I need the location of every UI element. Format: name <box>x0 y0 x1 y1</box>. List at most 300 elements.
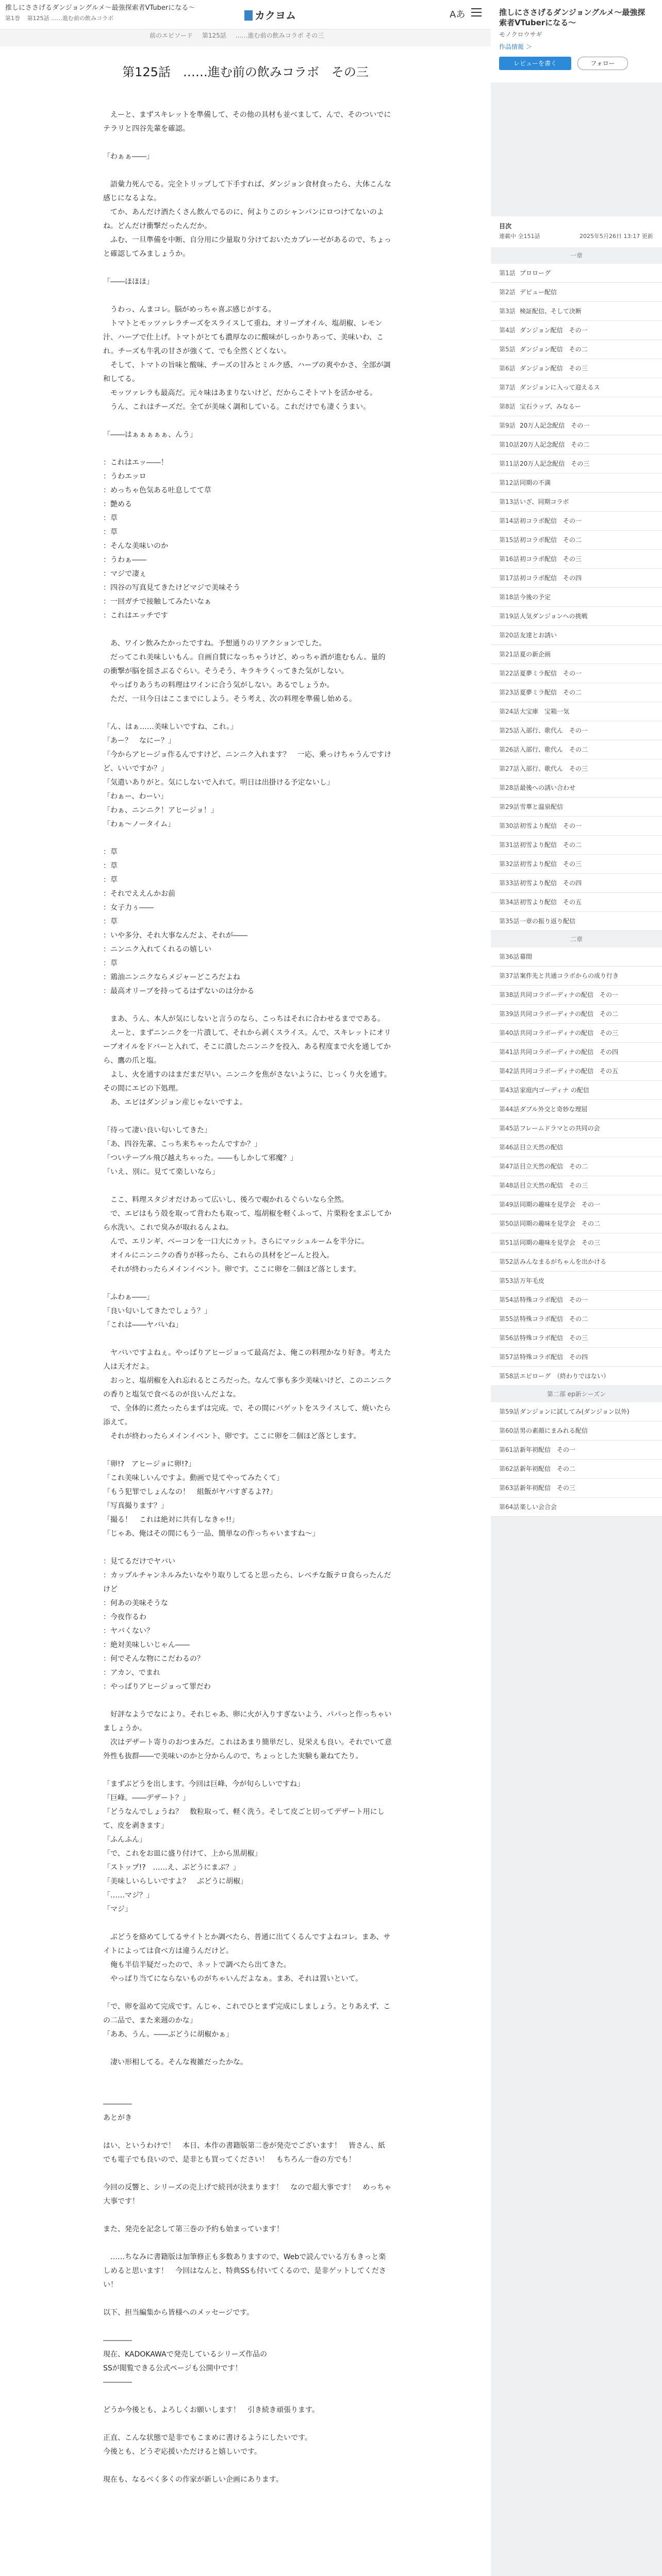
toc-episode-title: プロローグ <box>520 269 551 277</box>
toc-episode-link[interactable] <box>491 947 662 967</box>
paragraph-gap <box>103 164 392 178</box>
chapter-heading: 二章 <box>491 931 662 947</box>
paragraph: ：うわぁ―― <box>103 556 146 564</box>
toc-episode-number: 第8話 <box>499 403 516 410</box>
paragraph: 「ふわぁ――」 <box>103 1293 154 1301</box>
table-of-contents <box>491 247 662 1517</box>
paragraph: オイルにニンニクの香りが移ったら、これらの具材をどーんと投入。 <box>103 1251 334 1260</box>
toc-episode-number: 第44話 <box>499 1106 520 1113</box>
toc-episode-number: 第19話 <box>499 613 520 620</box>
paragraph: で、エビはもう殻を取って背わたも取って、塩胡椒を軽くふって、片栗粉をまぶしてから水洗い。これで臭みが取れるんよね。 <box>103 1210 392 1232</box>
toc-episode-link[interactable] <box>491 588 662 607</box>
toc-episode-link[interactable] <box>491 473 662 493</box>
review-button[interactable]: レビューを書く <box>499 57 571 70</box>
toc-episode-link[interactable] <box>491 359 662 378</box>
toc-episode-number: 第39話 <box>499 1010 520 1018</box>
toc-episode-link[interactable] <box>491 778 662 798</box>
paragraph-gap <box>103 998 392 1012</box>
header-subtitle <box>5 14 113 22</box>
paragraph: ぶどうを絡めてしてるサイトとか調べたら、普通に出てくるんですよねコレ。まあ、サイトによっては食べ方は違うんだけど。 <box>103 1933 391 1955</box>
toc-episode-link[interactable] <box>491 798 662 817</box>
toc-episode-number: 第54話 <box>499 1296 520 1303</box>
paragraph: ：何あの美味そうな <box>103 1599 168 1607</box>
follow-button[interactable]: フォロー <box>577 57 628 70</box>
toc-episode-title: 男の素顔にまみれる配信 <box>520 1427 588 1434</box>
paragraph: モッツァレラも最高だ。元々味はあまりないけど、だからこそトマトを活かせる。 <box>103 389 377 397</box>
toc-episode-title: 初雪より配信 その一 <box>520 822 582 829</box>
toc-episode-title: ダンジョンに試してみ(ダンジョン以外) <box>520 1408 630 1415</box>
paragraph-gap <box>103 414 392 428</box>
toc-episode-number: 第25話 <box>499 727 520 734</box>
toc-episode-title: 特殊コラボ配信 その一 <box>520 1296 588 1303</box>
paragraph: 「もう犯罪でしょんなの！ 組飯がヤバすぎるよ??」 <box>103 1488 277 1496</box>
paragraph: 「……マジ？」 <box>103 1891 154 1900</box>
paragraph: ：やっぱりアヒージョって罪だわ <box>103 1683 211 1691</box>
paragraph-gap <box>103 261 392 275</box>
toc-episode-link[interactable] <box>491 1233 662 1252</box>
toc-episode-title: 初コラボ配信 その三 <box>520 555 582 563</box>
paragraph: 今回の反響と、シリーズの売上げで続刊が決まります！ なので超大事です！ めっちゃ大事です！ <box>103 2183 392 2206</box>
toc-episode-title: 20万人記念配信 その三 <box>520 460 590 467</box>
breadcrumb-episode-title: ……進む前の飲みコラボ その三 <box>235 32 324 39</box>
toc-episode-title: デビュー配信 <box>520 289 557 296</box>
paragraph: 「マジ」 <box>103 1905 132 1913</box>
toc-episode-link[interactable] <box>491 302 662 321</box>
paragraph: ：ヤバくない？ <box>103 1627 154 1635</box>
toc-episode-title: 同期の趣味を見学会 その三 <box>520 1239 601 1246</box>
toc-episode-link[interactable] <box>491 1348 662 1367</box>
toc-episode-number: 第17話 <box>499 574 520 582</box>
toc-episode-link[interactable] <box>491 512 662 531</box>
paragraph: ：艶める <box>103 500 132 509</box>
paragraph: ：そんな美味いのか <box>103 542 168 550</box>
toc-episode-number: 第45話 <box>499 1125 520 1132</box>
toc-episode-title: 特殊コラボ配信 その二 <box>520 1315 588 1323</box>
toc-episode-link[interactable] <box>491 1157 662 1176</box>
paragraph: 「わぁー、わーい」 <box>103 792 168 801</box>
toc-episode-link[interactable] <box>491 1498 662 1517</box>
paragraph: ふむ、一旦準備を中断、自分用に少量取り分けておいたカプレーゼがあるので、ちょっと確認してみましょうか。 <box>103 236 391 258</box>
toc-episode-link[interactable] <box>491 1421 662 1440</box>
toc-episode-link[interactable] <box>491 836 662 855</box>
paragraph-gap <box>103 1694 392 1708</box>
paragraph-gap <box>103 1332 392 1346</box>
paragraph: で、全体的に煮たったらまずは完成。で、その間にバゲットをスライスして、焼いたら添えて。 <box>103 1404 391 1427</box>
toc-episode-title: 共同コラボーディナの配信 その四 <box>520 1048 619 1056</box>
paragraph: 「で、卵を温めて完成です。んじゃ、これでひとまず完成にしましょう。とりあえず、この二品で、また来週のかな」 <box>103 2003 391 2025</box>
paragraph: ：何でそんな物にこだわるの？ <box>103 1655 204 1663</box>
toc-episode-link[interactable] <box>491 874 662 893</box>
toc-episode-title: 共同コラボーディナの配信 その二 <box>520 1010 619 1018</box>
paragraph: えーと、まずニンニクを一片潰して、それから剥くスライス。んで、スキレットにオリーブオイルをドバーと入れて、そこに潰したニンニクを投入、ある程度まで火を通してから、鷹の爪と塩。 <box>103 1029 391 1065</box>
toc-episode-title: 今後の予定 <box>520 594 551 601</box>
toc-episode-number: 第36話 <box>499 953 520 960</box>
paragraph: 「ついテーブル飛び越えちゃった。――もしかして邪魔？」 <box>103 1154 297 1162</box>
toc-episode-number: 第27話 <box>499 765 520 772</box>
toc-episode-number: 第52話 <box>499 1258 520 1265</box>
paragraph: ここ、料理スタジオだけあって広いし、後ろで覗かれるぐらいなら全然。 <box>103 1196 349 1204</box>
paragraph: 「これ美味しいんですよ。動画で見てやってみたくて」 <box>103 1474 284 1482</box>
logo-text: カクヨム <box>255 9 296 22</box>
toc-episode-title: みんなまるがちゃんを出かける <box>520 1258 607 1265</box>
toc-episode-number: 第12話 <box>499 479 520 486</box>
toc-episode-link[interactable] <box>491 645 662 664</box>
paragraph: 「ん、はぁ……美味しいですね、これ。」 <box>103 723 238 731</box>
toc-episode-number: 第42話 <box>499 1067 520 1075</box>
paragraph: ：見てるだけでヤバい <box>103 1557 175 1566</box>
toc-episode-link[interactable] <box>491 531 662 550</box>
toc-episode-number: 第3話 <box>499 308 516 315</box>
toc-episode-title: フレームドラマとの共同の会 <box>520 1125 600 1132</box>
paragraph: 現在、KADOKAWAで発売しているシリーズ作品の <box>103 2350 268 2359</box>
toc-episode-link[interactable] <box>491 1005 662 1024</box>
toc-episode-link[interactable] <box>491 986 662 1005</box>
paragraph: えーと、まずスキレットを準備して、その他の具材も並べまして、んで、そのついでにテラリと四谷先輩を確認。 <box>103 111 391 133</box>
toc-episode-number: 第11話 <box>499 460 520 467</box>
toc-episode-title: 目立天然の配信 <box>520 1144 564 1151</box>
paragraph-gap <box>103 1444 392 1458</box>
paragraph: あ、ワイン飲みたかったですね。予想通りのリアクションでした。 <box>103 639 326 648</box>
toc-episode-link[interactable] <box>491 664 662 683</box>
toc-episode-title: 一章の振り返り配信 <box>520 918 576 925</box>
toc-episode-link[interactable] <box>491 1291 662 1310</box>
paragraph: 「で、これをお皿に盛り付けて、上から黒胡椒」 <box>103 1850 262 1858</box>
paragraph: 「写真撮ります？」 <box>103 1502 168 1510</box>
toc-episode-link[interactable] <box>491 1138 662 1157</box>
toc-episode-link[interactable] <box>491 967 662 986</box>
toc-episode-number: 第61話 <box>499 1446 520 1453</box>
toc-episode-title: 目立天然の配信 その二 <box>520 1163 588 1170</box>
toc-episode-number: 第60話 <box>499 1427 520 1434</box>
paragraph: ：草 <box>103 528 118 536</box>
toc-episode-title: 20万人記念配信 その一 <box>520 422 590 429</box>
paragraph-gap <box>103 2070 392 2083</box>
paragraph: んで、エリンギ、ベーコンを一口大にカット。さらにマッシュルームを半分に。 <box>103 1238 369 1246</box>
paragraph: あとがき <box>103 2114 132 2122</box>
toc-episode-number: 第9話 <box>499 422 516 429</box>
toc-episode-link[interactable] <box>491 912 662 931</box>
toc-episode-link[interactable] <box>491 1043 662 1062</box>
toc-episode-link[interactable] <box>491 1329 662 1348</box>
toc-episode-number: 第29話 <box>499 803 520 810</box>
toc-episode-link[interactable] <box>491 1081 662 1100</box>
paragraph: ：カップルチャンネルみたいなやり取りしてると思ったら、レベチな飯テロ食らったんだけど <box>103 1571 391 1594</box>
toc-episode-number: 第37話 <box>499 972 520 979</box>
toc-episode-title: 20万人記念配信 その二 <box>520 441 590 448</box>
toc-episode-link[interactable] <box>491 683 662 702</box>
toc-episode-number: 第32話 <box>499 860 520 868</box>
toc-episode-title: ダンジョン配信 その一 <box>520 327 588 334</box>
toc-episode-number: 第20話 <box>499 632 520 639</box>
toc-episode-number: 第22話 <box>499 670 520 677</box>
paragraph: 「ああ、うん。――ぶどうに胡椒かぁ」 <box>103 2030 234 2039</box>
toc-episode-title: 最後への誘い合わせ <box>520 784 576 791</box>
paragraph: ：草 <box>103 959 118 968</box>
paragraph: それが終わったらメインイベント。卵です。ここに卵を二個ほど落とします。 <box>103 1265 361 1274</box>
toc-episode-title: 特殊コラボ配信 その四 <box>520 1353 588 1361</box>
paragraph-gap <box>103 442 392 456</box>
paragraph: 以下、担当編集から皆様へのメッセージです。 <box>103 2309 254 2317</box>
paragraph: ：めっちゃ色気ある吐息してて草 <box>103 486 211 495</box>
paragraph-gap <box>103 2167 392 2181</box>
paragraph-gap <box>103 2209 392 2223</box>
toc-episode-number: 第23話 <box>499 689 520 696</box>
font-size-icon[interactable]: Aあ <box>450 9 466 20</box>
work-info-link[interactable]: 作品情報 ＞ <box>499 43 532 50</box>
paragraph-gap <box>103 1986 392 2000</box>
paragraph-gap <box>103 1277 392 1291</box>
toc-episode-link[interactable] <box>491 702 662 721</box>
toc-episode-link[interactable] <box>491 321 662 340</box>
toc-episode-link[interactable] <box>491 740 662 759</box>
prev-episode-link[interactable]: 前のエピソード <box>150 32 193 39</box>
toc-episode-number: 第62話 <box>499 1465 520 1472</box>
paragraph: ：これはエッチです <box>103 612 168 620</box>
volume-label: 第1巻 <box>5 15 20 22</box>
paragraph: SSが閲覧できる公式ページも公開中です！ <box>103 2364 242 2372</box>
toc-episode-number: 第53話 <box>499 1277 520 1284</box>
toc-episode-number: 第6話 <box>499 365 516 372</box>
toc-episode-number: 第48話 <box>499 1182 520 1189</box>
toc-episode-number: 第28話 <box>499 784 520 791</box>
toc-episode-number: 第13話 <box>499 498 520 505</box>
toc-episode-link[interactable] <box>491 855 662 874</box>
toc-episode-link[interactable] <box>491 1062 662 1081</box>
paragraph-gap <box>103 832 392 845</box>
paragraph: 「待って凄い良い匂いしてきた」 <box>103 1126 211 1134</box>
paragraph: どうか今後とも、よろしくお願いします！ 引き続き頑張ります。 <box>103 2406 319 2414</box>
paragraph: また、発売を記念して第三巻の予約も始まっています！ <box>103 2225 284 2233</box>
toc-episode-title: 初雪より配信 その三 <box>520 860 582 868</box>
paragraph-gap <box>103 2125 392 2139</box>
paragraph-gap <box>103 2389 392 2403</box>
toc-episode-title: 入部行、歌代ん その三 <box>520 765 588 772</box>
logo-icon <box>244 10 253 21</box>
toc-episode-link[interactable] <box>491 416 662 435</box>
toc-episode-link[interactable] <box>491 1024 662 1043</box>
paragraph: ：いや多分、それ大事なんだよ、それが―― <box>103 931 247 940</box>
toc-episode-title: 同期の不満 <box>520 479 551 486</box>
paragraph: ―――― <box>103 2100 132 2108</box>
toc-episode-title: 初雪より配信 その二 <box>520 841 582 849</box>
toc-episode-number: 第50話 <box>499 1220 520 1227</box>
toc-episode-title: 目立天然の配信 その三 <box>520 1182 588 1189</box>
paragraph: 「わぁ〜ノータイム」 <box>103 820 175 828</box>
sidebar-work-title[interactable]: 推しにささげるダンジョングルメ～最強探索者VTuberになる～ <box>499 8 646 27</box>
toc-episode-link[interactable] <box>491 817 662 836</box>
toc-episode-title: いざ、同期コラボ <box>520 498 569 505</box>
paragraph: 「どうなんでしょうね？ 数粒取って、軽く洗う。そして皮ごと切ってデザート用にして、皮を剥きます」 <box>103 1808 385 1830</box>
toc-episode-link[interactable] <box>491 1272 662 1291</box>
paragraph: ：草 <box>103 848 118 856</box>
author-name[interactable]: モノクロウサギ <box>499 31 542 38</box>
toc-episode-link[interactable] <box>491 569 662 588</box>
paragraph: うん、これはチーズだ。全てが美味く調和している。これだけでも凄くうまい。 <box>103 403 371 411</box>
toc-header <box>491 216 662 247</box>
toc-episode-number: 第41話 <box>499 1048 520 1056</box>
toc-episode-link[interactable] <box>491 1214 662 1233</box>
toc-episode-number: 第49話 <box>499 1201 520 1208</box>
toc-episode-link[interactable] <box>491 493 662 512</box>
update-date: 2025年5月26日 13:17 更新 <box>580 233 653 240</box>
toc-episode-link[interactable] <box>491 1402 662 1421</box>
toc-episode-link[interactable] <box>491 1100 662 1119</box>
toc-episode-link[interactable] <box>491 1176 662 1195</box>
toc-episode-number: 第4話 <box>499 327 516 334</box>
toc-label: 目次 <box>499 223 512 230</box>
toc-episode-title: 雪華と温泉配信 <box>520 803 564 810</box>
toc-episode-title: 友達とお誘い <box>520 632 557 639</box>
paragraph: 「これは――ヤバいね」 <box>103 1321 183 1329</box>
toc-episode-number: 第14話 <box>499 517 520 524</box>
toc-episode-link[interactable] <box>491 550 662 569</box>
toc-episode-title: 楽しい会合会 <box>520 1503 557 1511</box>
paragraph: はい、というわけで！ 本日、本作の書籍版第二巻が発売でございます！ 皆さん、紙でも電子でも良いので、是非とも買ってください！ もちろん一巻の方でも！ <box>103 2142 385 2164</box>
paragraph-gap <box>103 2083 392 2097</box>
paragraph-gap <box>103 289 392 303</box>
toc-episode-link[interactable] <box>491 1195 662 1214</box>
menu-icon[interactable] <box>471 8 482 16</box>
toc-episode-title: 初雪より配信 その四 <box>520 879 582 887</box>
toc-episode-number: 第7話 <box>499 384 516 391</box>
work-title-link[interactable]: 推しにささげるダンジョングルメ～最強探索者VTuberになる～ <box>5 4 195 12</box>
paragraph: 俺も半信半疑だったので、ネットで調べたら出てきた。 <box>103 1961 291 1969</box>
paragraph-gap <box>103 2417 392 2431</box>
toc-episode-title: 特殊コラボ配信 その三 <box>520 1334 588 1342</box>
paragraph: ただ、一旦今日はここまでにしよう。そう考え、次の料理を準備し始める。 <box>103 695 356 703</box>
toc-episode-number: 第43話 <box>499 1087 520 1094</box>
paragraph: 「わぁ、ニンニク！アヒージョ！」 <box>103 806 218 815</box>
paragraph-gap <box>103 1110 392 1124</box>
breadcrumb-episode-no: 第125話 <box>202 32 226 39</box>
toc-episode-link[interactable] <box>491 264 662 283</box>
paragraph: 「わぁぁ――」 <box>103 152 154 161</box>
episode-main <box>0 46 491 2576</box>
toc-episode-number: 第35話 <box>499 918 520 925</box>
toc-episode-link[interactable] <box>491 626 662 645</box>
toc-episode-number: 第1話 <box>499 269 516 277</box>
chapter-heading: 第二部 ep新シーズン <box>491 1386 662 1402</box>
chapter-heading: 一章 <box>491 247 662 264</box>
paragraph-gap <box>103 623 392 637</box>
toc-episode-number: 第56話 <box>499 1334 520 1342</box>
episode-count: 連載中 全151話 <box>499 233 540 240</box>
toc-episode-link[interactable] <box>491 1479 662 1498</box>
episode-label: 第125話 ……進む前の飲みコラボ <box>27 15 113 22</box>
paragraph: ：それでええんかお前 <box>103 890 175 898</box>
toc-episode-link[interactable] <box>491 1367 662 1386</box>
toc-episode-link[interactable] <box>491 759 662 778</box>
sidebar <box>491 0 662 2576</box>
toc-episode-number: 第16話 <box>499 555 520 563</box>
paragraph: 「いえ、別に。見てて楽しいなら」 <box>103 1168 219 1176</box>
paragraph: 「美味しいらしいですよ？ ぶどうに胡椒」 <box>103 1877 247 1886</box>
paragraph: トマトとモッツァレラチーズをスライスして重ね、オリーブオイル、塩胡椒、レモン汁、ハーブで仕上げ。トマトがとても濃厚なのに酸味がしっかりあって、美味いわ、これ。チーズも牛乳の甘さが強くて、でも全然くどくない。 <box>103 319 384 355</box>
toc-episode-link[interactable] <box>491 721 662 740</box>
toc-episode-link[interactable] <box>491 435 662 454</box>
toc-episode-title: 夏夢ミラ配信 その二 <box>520 689 582 696</box>
paragraph: それが終わったらメインイベント、卵です。ここに卵を二個ほど落とします。 <box>103 1432 361 1440</box>
paragraph: 語彙力死んでる。完全トリップして下手すれば、ダンジョン食材食ったら、大体こんな感じになるよな。 <box>103 180 391 202</box>
toc-episode-link[interactable] <box>491 1460 662 1479</box>
toc-episode-title: 万年毛皮 <box>520 1277 545 1284</box>
toc-episode-title: ダンジョン配信 その二 <box>520 346 588 353</box>
toc-episode-number: 第47話 <box>499 1163 520 1170</box>
toc-episode-link[interactable] <box>491 607 662 626</box>
toc-episode-number: 第30話 <box>499 822 520 829</box>
paragraph-gap <box>103 1917 392 1930</box>
paragraph: 「ストップ!? ……え、ぶどうにまぶ？」 <box>103 1863 240 1872</box>
toc-episode-link[interactable] <box>491 893 662 912</box>
toc-episode-link[interactable] <box>491 454 662 473</box>
toc-episode-link[interactable] <box>491 378 662 397</box>
toc-episode-number: 第18話 <box>499 594 520 601</box>
paragraph: ：草 <box>103 514 118 522</box>
paragraph: ―――― <box>103 2336 132 2345</box>
paragraph: 「あー？ なにー？」 <box>103 737 175 745</box>
paragraph: やっぱり当てにならないものがちゃいんだよなぁ。まあ、それは置いといて。 <box>103 1975 363 1983</box>
toc-episode-title: 夏夢ミラ配信 その一 <box>520 670 582 677</box>
paragraph: ：絶対美味しいじゃん―― <box>103 1641 190 1649</box>
paragraph: ：草 <box>103 918 118 926</box>
paragraph: ：女子力ぅ―― <box>103 904 154 912</box>
toc-episode-title: 家庭内ゴーディナ の配信 <box>520 1087 589 1094</box>
paragraph: ：うわエッロ <box>103 472 146 481</box>
toc-episode-title: 初雪より配信 その五 <box>520 899 582 906</box>
toc-episode-link[interactable] <box>491 283 662 302</box>
toc-episode-link[interactable] <box>491 1119 662 1138</box>
work-info <box>491 0 662 82</box>
toc-episode-title: 案件先と共通コラボからの成り行き <box>520 972 619 979</box>
toc-episode-title: 入部行、歌代ん その二 <box>520 746 588 753</box>
toc-episode-link[interactable] <box>491 1252 662 1272</box>
paragraph: ：ニンニク入れてくれるの嬉しい <box>103 945 211 954</box>
paragraph-gap <box>103 1179 392 1193</box>
toc-episode-title: ダブル外交と奇妙な理屈 <box>520 1106 588 1113</box>
toc-episode-title: ダンジョン配信 その三 <box>520 365 588 372</box>
toc-episode-title: 新年初配信 その一 <box>520 1446 576 1453</box>
toc-episode-number: 第2話 <box>499 289 516 296</box>
toc-episode-title: 新年初配信 その二 <box>520 1465 576 1472</box>
toc-episode-title: 大宝庫 宝箱一気 <box>520 708 570 715</box>
toc-episode-number: 第5話 <box>499 346 516 353</box>
paragraph: ：マジで凄ぇ <box>103 570 146 578</box>
toc-episode-title: 初コラボ配信 その四 <box>520 574 582 582</box>
paragraph: 「じゃあ、俺はその間にもう一品、簡単なの作っちゃいますね〜」 <box>103 1530 320 1538</box>
paragraph-gap <box>103 2459 392 2473</box>
paragraph: 「まずぶどうを出します。今回は巨峰、今が旬らしいですね」 <box>103 1780 305 1788</box>
paragraph: 「卵!? アヒージョに卵!?」 <box>103 1460 195 1468</box>
paragraph: ……ちなみに書籍版は加筆修正も多数ありますので、Webで読んでいる方もきっと楽しめると思います！ 今回はなんと、特典SSも付いてくるので、是非ゲットしてください！ <box>103 2253 386 2289</box>
paragraph: ：草 <box>103 862 118 870</box>
paragraph: ：アカン、でまれ <box>103 1669 160 1677</box>
paragraph-gap <box>103 706 392 720</box>
toc-episode-title: ダンジョンに入って迎えるス <box>520 384 600 391</box>
toc-episode-number: 第57話 <box>499 1353 520 1361</box>
toc-episode-link[interactable] <box>491 397 662 416</box>
toc-episode-number: 第38話 <box>499 991 520 998</box>
toc-episode-title: 幕間 <box>520 953 533 960</box>
toc-episode-title: 同期の趣味を見学会 その二 <box>520 1220 601 1227</box>
paragraph: まあ、うん、本人が気にしないと言うのなら、こっちはそれに合わせるまでである。 <box>103 1015 385 1023</box>
toc-episode-link[interactable] <box>491 340 662 359</box>
kakuyomu-logo[interactable] <box>244 7 296 22</box>
toc-episode-number: 第51話 <box>499 1239 520 1246</box>
toc-episode-link[interactable] <box>491 1310 662 1329</box>
paragraph: 「今からアヒージョ作るんですけど、ニンニク入れます？ 一応、乗っけちゃうんですけど、いいですか？」 <box>103 751 391 773</box>
paragraph: 「――はぁぁぁぁぁ、んう」 <box>103 431 197 439</box>
toc-episode-link[interactable] <box>491 1440 662 1460</box>
